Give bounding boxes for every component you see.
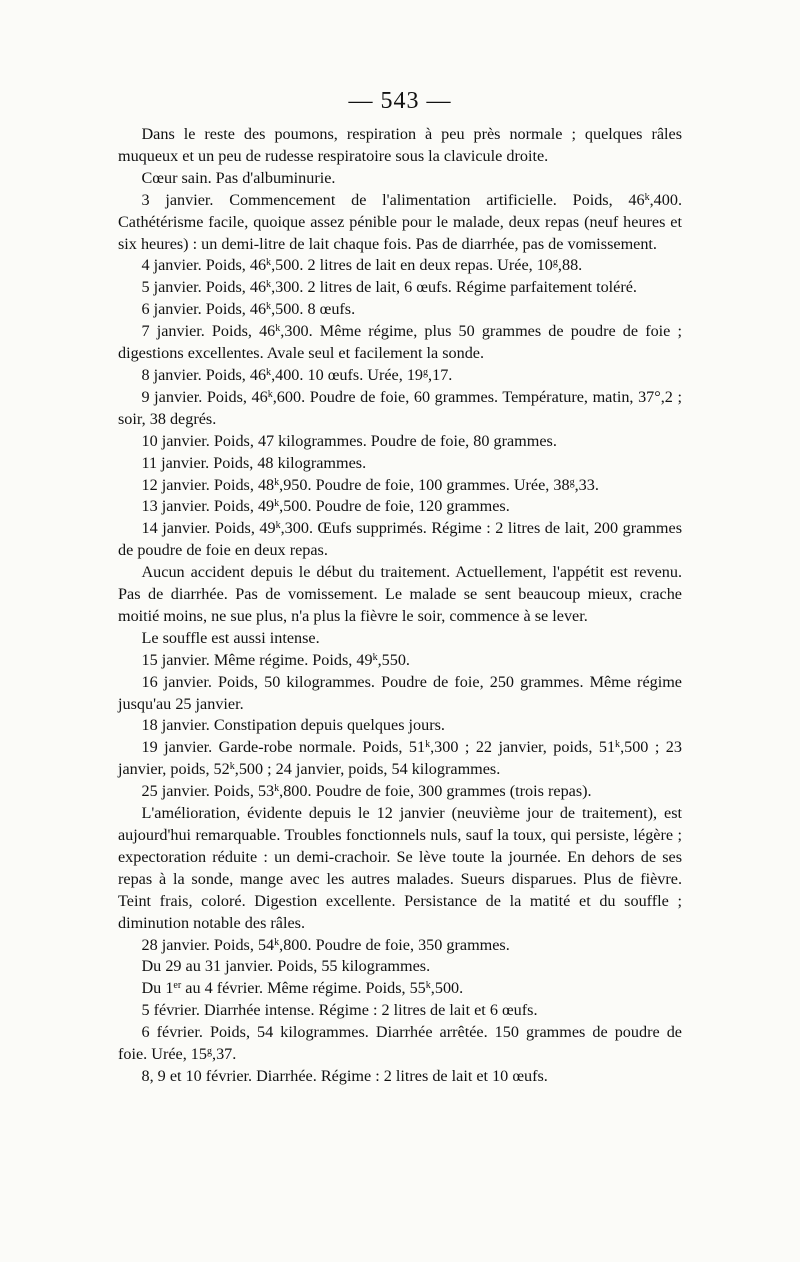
paragraph-improvement: L'amélioration, évidente depuis le 12 janvier (neuvième jour de traitement), est aujourd'hui remarquable. Troubles fonctionnels nuls, sauf la toux, qui persiste, légère ; expectoration réduite : un demi-crachoir. Se lève toute la journée. En dehors de ses repas à la sonde, mange avec les autres malades. Sueurs disparues. Plus de fièvre. Teint frais, coloré. Digestion excellente. Persistance de la matité et du souffle ; diminution notable des râles. — [118, 804, 682, 932]
paragraph-lung-findings: Dans le reste des poumons, respiration à peu près normale ; quelques râles muqueux et un peu de rudesse respiratoire sous la clavicule droite. — [118, 125, 682, 165]
paragraph-jan-5: 5 janvier. Poids, 46$^k$,300. 2 litres de lait, 6 œufs. Régime parfaitement toléré. — [141, 278, 637, 297]
paragraph-jan-8: 8 janvier. Poids, 46$^k$,400. 10 œufs. Urée, 19$^g$,17. — [141, 365, 453, 384]
paragraph-feb-5: 5 février. Diarrhée intense. Régime : 2 litres de lait et 6 œufs. — [141, 1001, 538, 1020]
paragraph-jan-12: 12 janvier. Poids, 48$^k$,950. Poudre de foie, 100 grammes. Urée, 38$^g$,33. — [141, 475, 599, 494]
paragraph-jan-14: 14 janvier. Poids, 49$^k$,300. Œufs supprimés. Régime : 2 litres de lait, 200 grammes de poudre de foie en deux repas. — [118, 519, 682, 560]
paragraph-jan-4: 4 janvier. Poids, 46$^k$,500. 2 litres de lait en deux repas. Urée, 10$^g$,88. — [141, 256, 583, 275]
paragraph-jan-15: 15 janvier. Même régime. Poids, 49$^k$,550. — [141, 650, 410, 669]
paragraph-jan-19: 19 janvier. Garde-robe normale. Poids, 51$^k$,300 ; 22 janvier, poids, 51$^k$,500 ; 23 janvier, poids, 52$^k$,500 ; 24 janvier, poids, 54 kilogrammes. — [118, 738, 682, 779]
paragraph-jan-9: 9 janvier. Poids, 46$^k$,600. Poudre de foie, 60 grammes. Température, matin, 37°,2 ; soir, 38 degrés. — [118, 387, 682, 428]
paragraph-feb-1-4: Du 1er au 4 février. Même régime. Poids, 55$^k$,500. — [141, 979, 464, 998]
paragraph-jan-7: 7 janvier. Poids, 46$^k$,300. Même régime, plus 50 grammes de poudre de foie ; digestions excellentes. Avale seul et facilement la sonde. — [118, 322, 682, 363]
paragraph-feb-6: 6 février. Poids, 54 kilogrammes. Diarrhée arrêtée. 150 grammes de poudre de foie. Urée, 15$^g$,37. — [118, 1023, 682, 1064]
paragraph-jan-13: 13 janvier. Poids, 49$^k$,500. Poudre de foie, 120 grammes. — [141, 497, 510, 516]
paragraph-jan-11: 11 janvier. Poids, 48 kilogrammes. — [141, 453, 367, 472]
paragraph-souffle: Le souffle est aussi intense. — [141, 628, 320, 647]
paragraph-jan-29-31: Du 29 au 31 janvier. Poids, 55 kilogrammes. — [141, 957, 431, 976]
paragraph-jan-18: 18 janvier. Constipation depuis quelques jours. — [141, 716, 445, 735]
paragraph-progress: Aucun accident depuis le début du traitement. Actuellement, l'appétit est revenu. Pas de diarrhée. Pas de vomissement. Le malade se sent beaucoup mieux, crache moitié moins, ne sue plus, n'a plus la fièvre le soir, commence à se lever. — [118, 563, 682, 625]
paragraph-jan-16: 16 janvier. Poids, 50 kilogrammes. Poudre de foie, 250 grammes. Même régime jusqu'au 25 janvier. — [118, 672, 682, 713]
paragraph-jan-6: 6 janvier. Poids, 46$^k$,500. 8 œufs. — [141, 300, 356, 319]
paragraph-heart: Cœur sain. Pas d'albuminurie. — [141, 168, 336, 187]
paragraph-feb-8-10: 8, 9 et 10 février. Diarrhée. Régime : 2 litres de lait et 10 œufs. — [141, 1066, 548, 1085]
body-text — [118, 124, 682, 1088]
paragraph-jan-25: 25 janvier. Poids, 53$^k$,800. Poudre de foie, 300 grammes (trois repas). — [141, 782, 592, 801]
paragraph-jan-3: 3 janvier. Commencement de l'alimentation artificielle. Poids, 46$^k$,400. Cathétérisme facile, quoique assez pénible pour le malade, deux repas (neuf heures et six heures) : un demi-litre de lait chaque fois. Pas de diarrhée, pas de vomissement. — [118, 190, 682, 253]
paragraph-jan-28: 28 janvier. Poids, 54$^k$,800. Poudre de foie, 350 grammes. — [141, 935, 510, 954]
page-number: — 543 — — [348, 88, 452, 114]
paragraph-jan-10: 10 janvier. Poids, 47 kilogrammes. Poudre de foie, 80 grammes. — [141, 431, 557, 450]
